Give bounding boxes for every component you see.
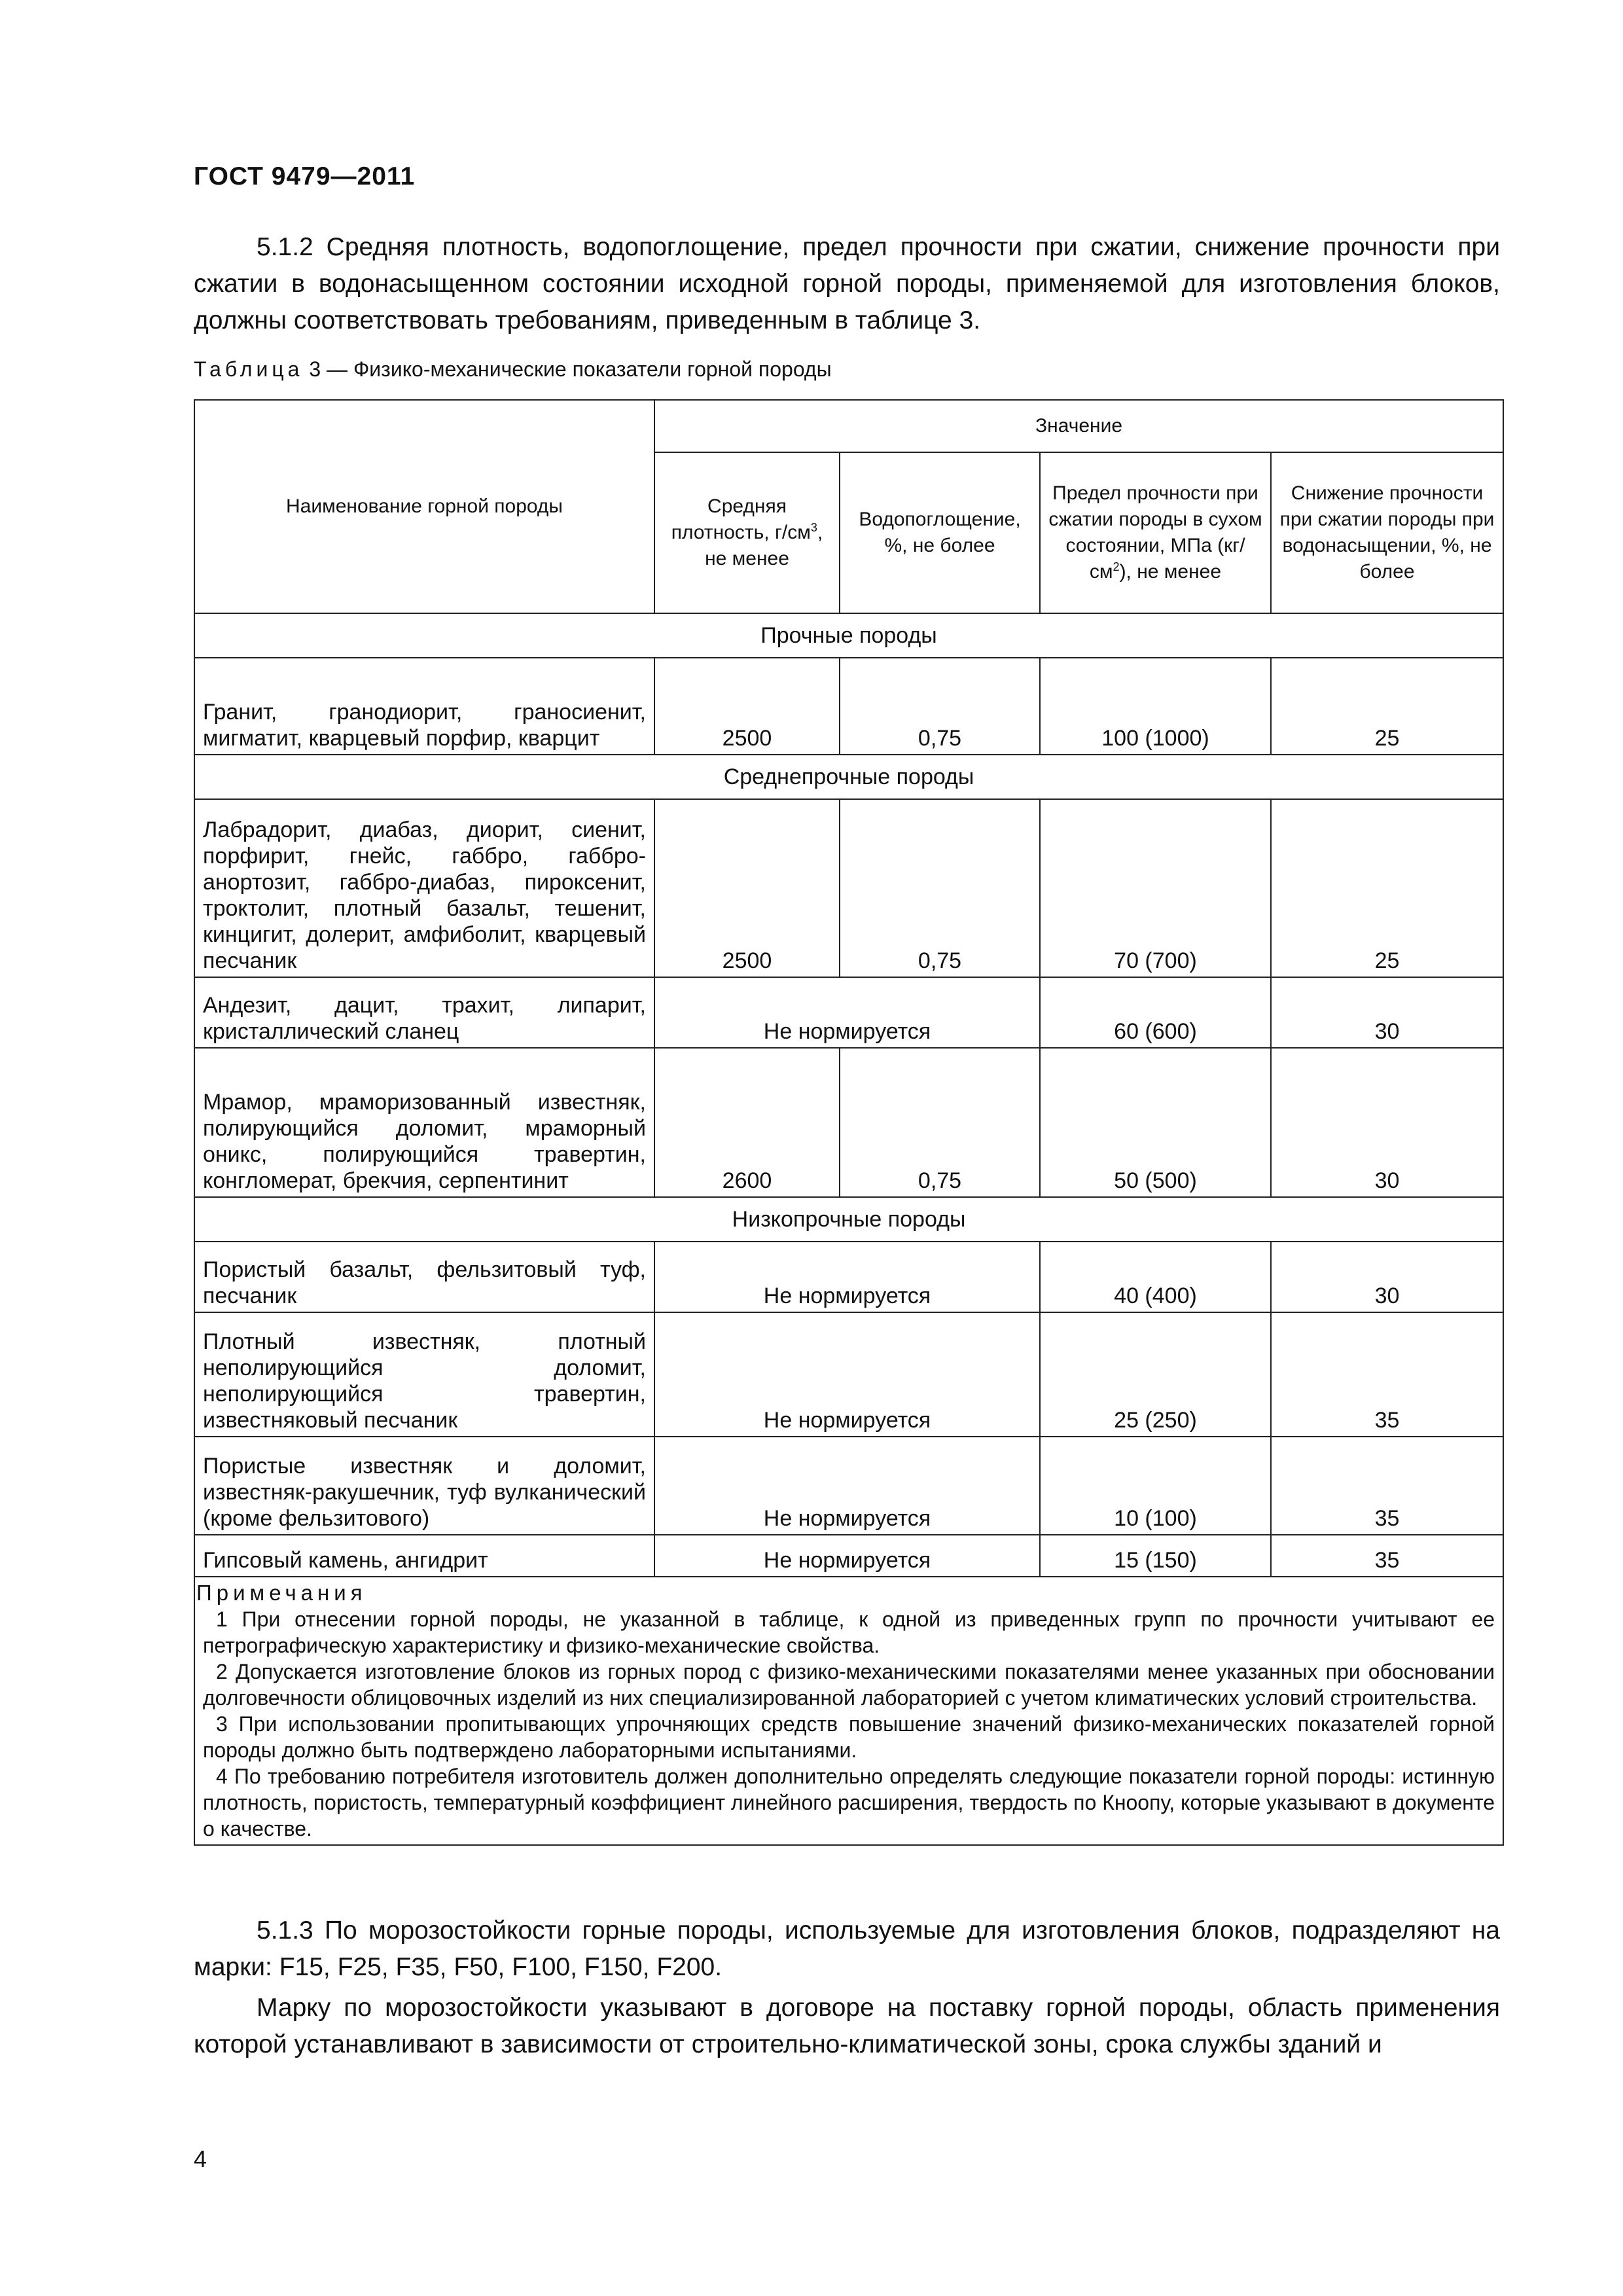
absorption-cell: 0,75 bbox=[840, 658, 1040, 755]
rock-name-cell: Гипсовый камень, ангидрит bbox=[194, 1535, 654, 1577]
reduction-cell: 30 bbox=[1271, 1242, 1503, 1312]
rock-name-cell: Лабрадорит, диабаз, диорит, сиенит, порфирит, гнейс, габбро, габбро-анортозит, габбро-диабаз, пироксенит, троктолит, плотный базальт, тешенит, кинцигит, долерит, амфиболит, кварцевый песчаник bbox=[194, 799, 654, 977]
strength-cell: 60 (600) bbox=[1040, 977, 1271, 1048]
absorption-cell: 0,75 bbox=[840, 1048, 1040, 1197]
paragraph-5-1-2 bbox=[194, 229, 1500, 339]
rock-name-cell: Пористые известняк и доломит, известняк-ракушечник, туф вулканический (кроме фельзитового) bbox=[194, 1437, 654, 1535]
reduction-cell: 35 bbox=[1271, 1437, 1503, 1535]
strength-cell: 40 (400) bbox=[1040, 1242, 1271, 1312]
density-cell: 2500 bbox=[654, 658, 840, 755]
note-4: 4 По требованию потребителя изготовитель должен дополнительно определять следующие показатели горной породы: истинную плотность, пористость, температурный коэффициент линейного расширения, твердость по Кноопу, которые указывают в документе о качестве. bbox=[203, 1765, 1495, 1840]
not-normalized-cell: Не нормируется bbox=[654, 1535, 1040, 1577]
table-caption-word: Таблица bbox=[194, 357, 304, 381]
reduction-cell: 25 bbox=[1271, 658, 1503, 755]
reduction-cell: 35 bbox=[1271, 1535, 1503, 1577]
reduction-cell: 30 bbox=[1271, 977, 1503, 1048]
strength-cell: 70 (700) bbox=[1040, 799, 1271, 977]
absorption-cell: 0,75 bbox=[840, 799, 1040, 977]
header-reduction: Снижение прочности при сжатии породы при водонасыщении, %, не более bbox=[1271, 452, 1503, 613]
table-caption bbox=[194, 357, 832, 382]
not-normalized-cell: Не нормируется bbox=[654, 1312, 1040, 1437]
header-absorption: Водопоглощение, %, не более bbox=[840, 452, 1040, 613]
note-1: 1 При отнесении горной породы, не указанной в таблице, к одной из приведенных групп по прочности учитывают ее петрографическую характеристику и физико-механические свойства. bbox=[203, 1607, 1495, 1657]
group-title-weak: Низкопрочные породы bbox=[194, 1197, 1503, 1242]
not-normalized-cell: Не нормируется bbox=[654, 1437, 1040, 1535]
reduction-cell: 35 bbox=[1271, 1312, 1503, 1437]
strength-cell: 100 (1000) bbox=[1040, 658, 1271, 755]
paragraph-5-1-3-text: 5.1.3 По морозостойкости горные породы, используемые для изготовления блоков, подразделяют на марки: F15, F25, F35, F50, F100, F150, F200. bbox=[194, 1916, 1500, 1981]
header-value-group: Значение bbox=[654, 400, 1503, 452]
page-number: 4 bbox=[194, 2145, 207, 2172]
table-caption-title: 3 — Физико-механические показатели горной породы bbox=[303, 357, 832, 381]
paragraph-frost-mark-text: Марку по морозостойкости указывают в договоре на поставку горной породы, область применения которой устанавливают в зависимости от строительно-климатической зоны, срока службы зданий и bbox=[194, 1994, 1500, 2058]
rock-name-cell: Пористый базальт, фельзитовый туф, песчаник bbox=[194, 1242, 654, 1312]
header-rock-name: Наименование горной породы bbox=[194, 400, 654, 613]
document-header: ГОСТ 9479—2011 bbox=[194, 162, 416, 190]
strength-cell: 15 (150) bbox=[1040, 1535, 1271, 1577]
strength-cell: 25 (250) bbox=[1040, 1312, 1271, 1437]
paragraph-5-1-2-text: 5.1.2 Средняя плотность, водопоглощение, предел прочности при сжатии, снижение прочности при сжатии в водонасыщенном состоянии исходной горной породы, применяемой для изготовления блоков, должны соответствовать требованиям, приведенным в таблице 3. bbox=[194, 233, 1500, 334]
reduction-cell: 30 bbox=[1271, 1048, 1503, 1197]
rock-name-cell: Гранит, гранодиорит, граносиенит, мигматит, кварцевый порфир, кварцит bbox=[194, 658, 654, 755]
header-density: Средняя плотность, $г/см^3$, не менее bbox=[654, 452, 840, 613]
reduction-cell: 25 bbox=[1271, 799, 1503, 977]
density-cell: 2500 bbox=[654, 799, 840, 977]
not-normalized-cell: Не нормируется bbox=[654, 977, 1040, 1048]
header-strength: Предел прочности при сжатии породы в сухом состоянии, МПа $(кг/см^2)$, не менее bbox=[1040, 452, 1271, 613]
strength-cell: 50 (500) bbox=[1040, 1048, 1271, 1197]
density-cell: 2600 bbox=[654, 1048, 840, 1197]
rock-name-cell: Андезит, дацит, трахит, липарит, кристаллический сланец bbox=[194, 977, 654, 1048]
rock-properties-table bbox=[194, 399, 1504, 1846]
paragraph-frost-mark bbox=[194, 1990, 1500, 2063]
table-notes bbox=[194, 1577, 1503, 1845]
not-normalized-cell: Не нормируется bbox=[654, 1242, 1040, 1312]
rock-name-cell: Плотный известняк, плотный неполирующийся доломит, неполирующийся травертин, известняковый песчаник bbox=[194, 1312, 654, 1437]
group-title-strong: Прочные породы bbox=[194, 613, 1503, 658]
note-2: 2 Допускается изготовление блоков из горных пород с физико-механическими показателями менее указанных при обосновании долговечности облицовочных изделий из них специализированной лабораторией с учетом климатических условий строительства. bbox=[203, 1660, 1495, 1710]
notes-title: Примечания bbox=[196, 1581, 367, 1605]
paragraph-5-1-3 bbox=[194, 1912, 1500, 1986]
group-title-medium: Среднепрочные породы bbox=[194, 755, 1503, 799]
strength-cell: 10 (100) bbox=[1040, 1437, 1271, 1535]
rock-name-cell: Мрамор, мраморизованный известняк, полирующийся доломит, мраморный оникс, полирующийся травертин, конгломерат, брекчия, серпентинит bbox=[194, 1048, 654, 1197]
note-3: 3 При использовании пропитывающих упрочняющих средств повышение значений физико-механических показателей горной породы должно быть подтверждено лабораторными испытаниями. bbox=[203, 1712, 1495, 1762]
